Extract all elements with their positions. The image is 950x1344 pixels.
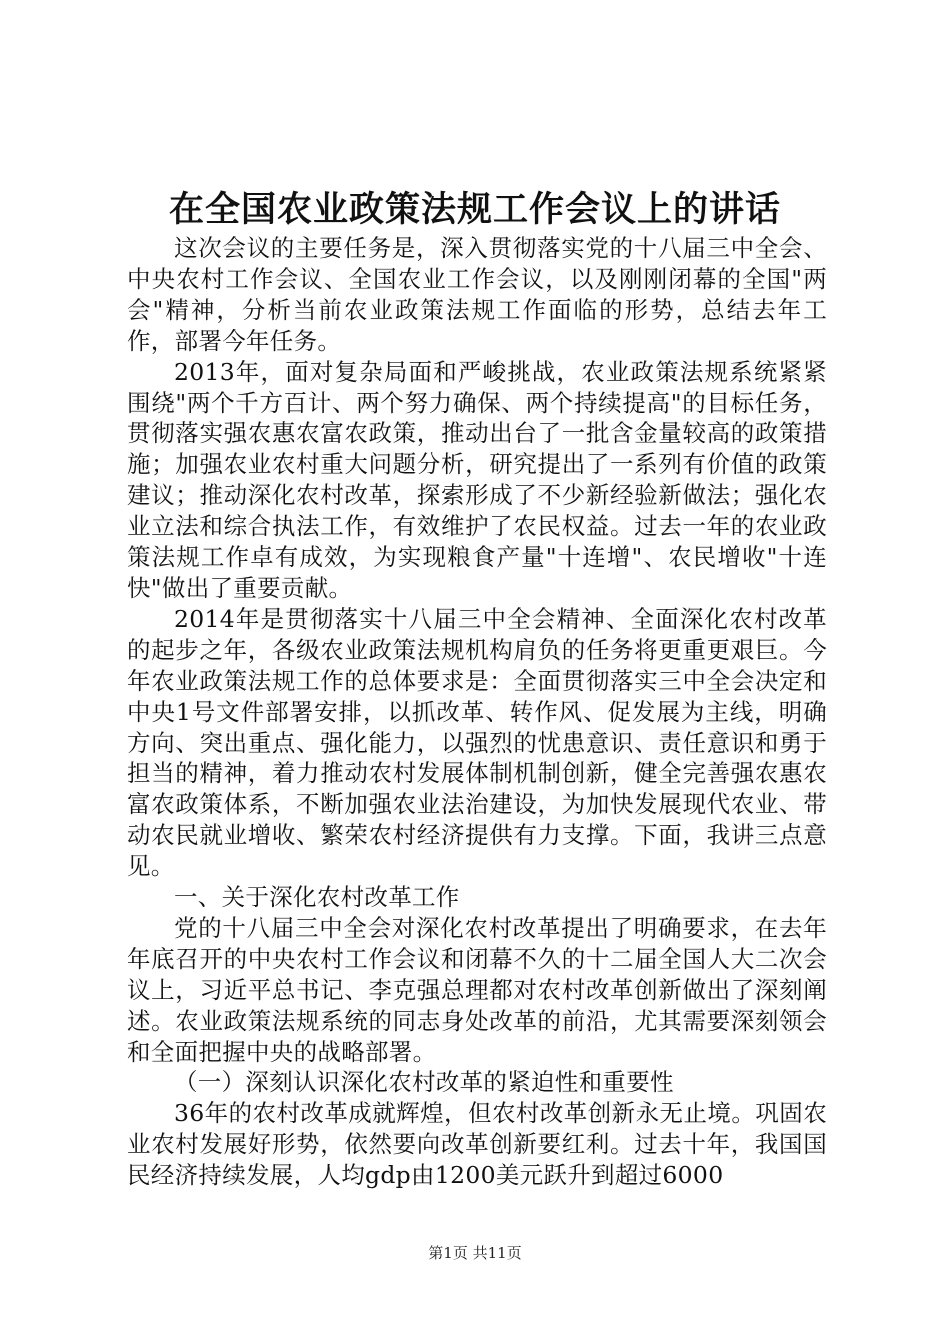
page-footer: 第1页 共11页: [428, 1244, 522, 1262]
subsection-heading-1: （一）深刻认识深化农村改革的紧迫性和重要性: [174, 1068, 674, 1097]
section-heading-1: 一、关于深化农村改革工作: [174, 883, 460, 912]
paragraph-intro: 这次会议的主要任务是，深入贯彻落实党的十八届三中全会、中央农村工作会议、全国农业工作会议，以及刚刚闭幕的全国"两会"精神，分析当前农业政策法规工作面临的形势，总结去年工作，部署今年任务。: [127, 234, 827, 355]
document-body: [127, 233, 827, 1191]
paragraph-2014-requirements: 2014年是贯彻落实十八届三中全会精神、全面深化农村改革的起步之年，各级农业政策法规机构肩负的任务将更重更艰巨。今年农业政策法规工作的总体要求是：全面贯彻落实三中全会决定和中央1号文件部署安排，以抓改革、转作风、促发展为主线，明确方向、突出重点、强化能力，以强烈的忧患意识、责任意识和勇于担当的精神，着力推动农村发展体制机制创新，健全完善强农惠农富农政策体系，不断加强农业法治建设，为加快发展现代农业、带动农民就业增收、繁荣农村经济提供有力支撑。下面，我讲三点意见。: [127, 604, 827, 881]
document-title: 在全国农业政策法规工作会议上的讲话: [168, 190, 781, 230]
paragraph-reform-requirements: 党的十八届三中全会对深化农村改革提出了明确要求，在去年年底召开的中央农村工作会议和闭幕不久的十二届全国人大二次会议上，习近平总书记、李克强总理都对农村改革创新做出了深刻阐述。农业政策法规系统的同志身处改革的前沿，尤其需要深刻领会和全面把握中央的战略部署。: [127, 913, 827, 1066]
paragraph-2013-review: 2013年，面对复杂局面和严峻挑战，农业政策法规系统紧紧围绕"两个千方百计、两个努力确保、两个持续提高"的目标任务，贯彻落实强农惠农富农政策，推动出台了一批含金量较高的政策措施；加强农业农村重大问题分析，研究提出了一系列有价值的政策建议；推动深化农村改革，探索形成了不少新经验新做法；强化农业立法和综合执法工作，有效维护了农民权益。过去一年的农业政策法规工作卓有成效，为实现粮食产量"十连增"、农民增收"十连快"做出了重要贡献。: [127, 357, 827, 602]
paragraph-reform-achievements: 36年的农村改革成就辉煌，但农村改革创新永无止境。巩固农业农村发展好形势，依然要向改革创新要红利。过去十年，我国国民经济持续发展，人均gdp由1200美元跃升到超过6000: [127, 1099, 827, 1190]
